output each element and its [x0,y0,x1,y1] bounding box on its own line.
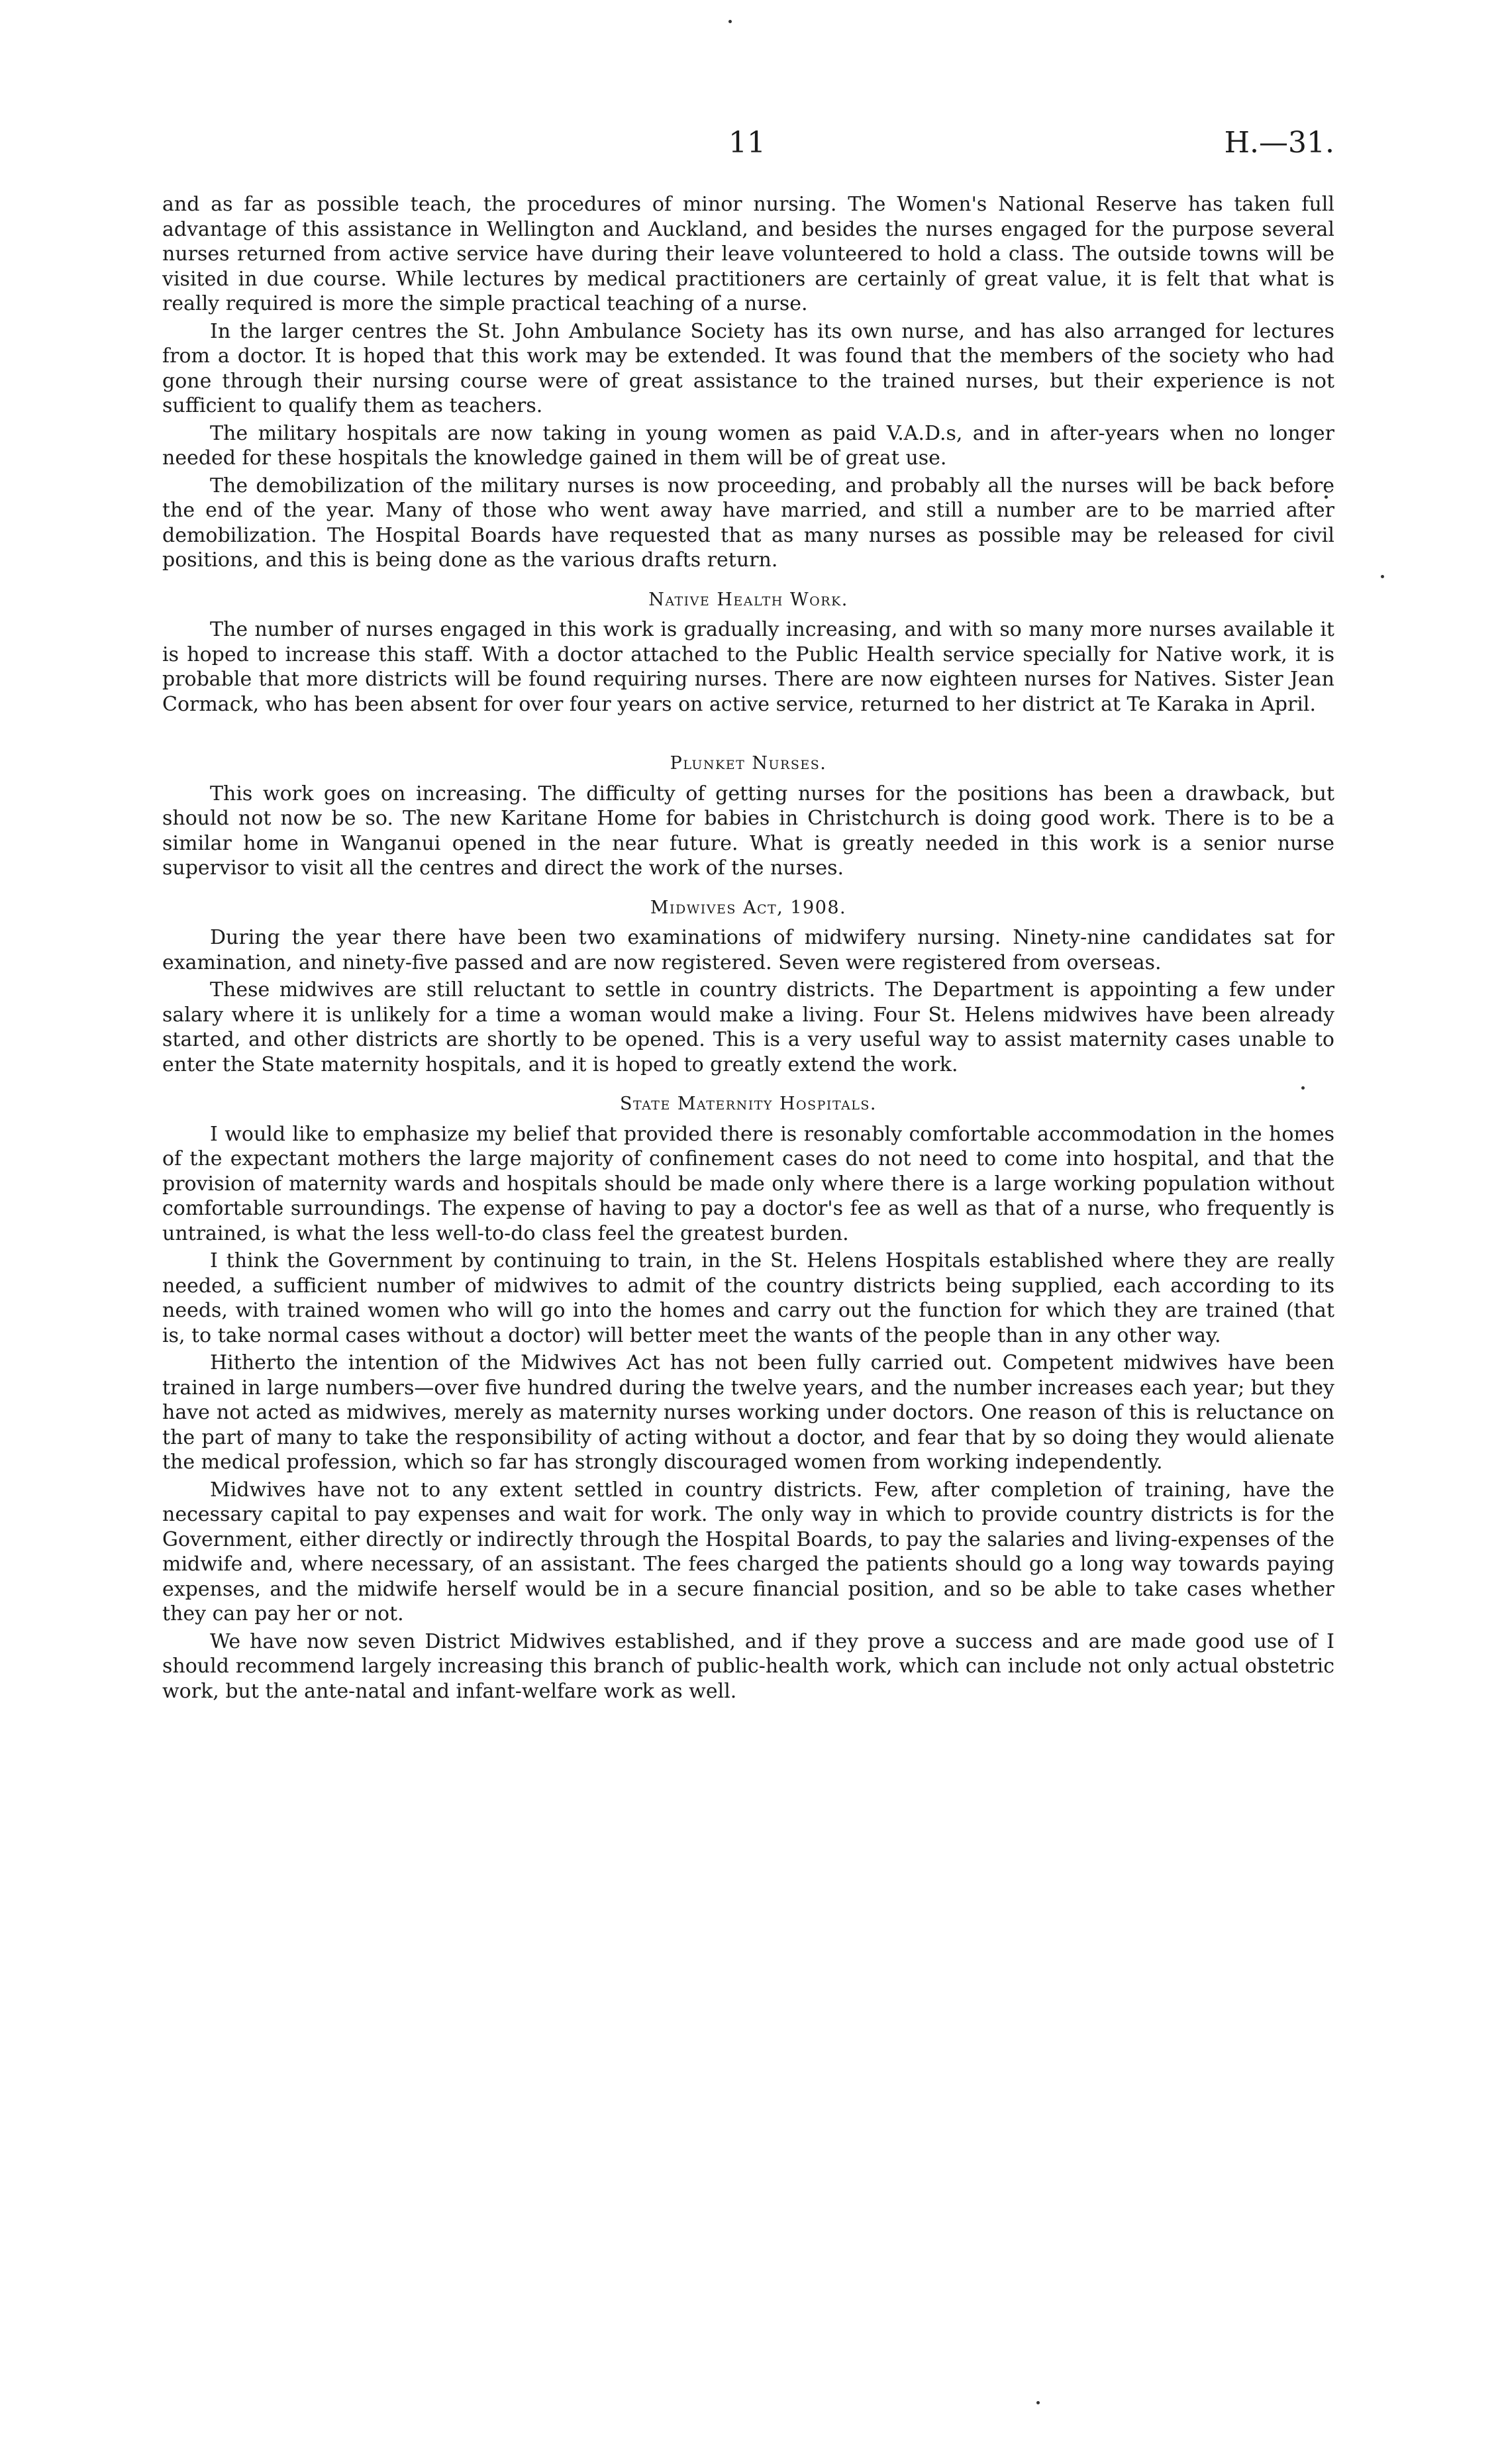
paragraph: This work goes on increasing. The difficulty of getting nurses for the positions has been a drawback, but should not now be so. The new Karitane Home for babies in Christchurch is doing good work. There is to be a similar home in Wanganui opened in the near future. What is greatly needed in this work is a senior nurse supervisor to visit all the centres and direct the work of the nurses. [162,782,1334,880]
page-header [162,126,1334,172]
paragraph: We have now seven District Midwives established, and if they prove a success and are made good use of I should recommend largely increasing this branch of public-health work, which can include not only actual obstetric work, but the ante-natal and infant-welfare work as well. [162,1629,1334,1703]
section-heading-native-health: Native Health Work. [648,589,848,610]
report-body [162,192,1334,1706]
paragraph: Midwives have not to any extent settled in country districts. Few, after completion of training, have the necessary capital to pay expenses and wait for work. The only way in which to provide country districts is for the Government, either directly or indirectly through the Hospital Boards, to pay the salaries and living-expenses of the midwife and, where necessary, of an assistant. The fees charged the patients should go a long way towards paying expenses, and the midwife herself would be in a secure financial position, and so be able to take cases whether they can pay her or not. [162,1478,1334,1625]
paragraph: The number of nurses engaged in this work is gradually increasing, and with so many more nurses available it is hoped to increase this staff. With a doctor attached to the Public Health service specially for Native work, it is probable that more districts will be found requiring nurses. There are now eighteen nurses for Natives. Sister Jean Cormack, who has been absent for over four years on active service, returned to her district at Te Karaka in April. [162,618,1334,716]
paragraph: During the year there have been two examinations of midwifery nursing. Ninety-nine candidates sat for examination, and ninety-five passed and are now registered. Seven were registered from overseas. [162,926,1334,974]
paragraph: and as far as possible teach, the procedures of minor nursing. The Women's National Reserve has taken full advantage of this assistance in Wellington and Auckland, and besides the nurses engaged for the purpose several nurses returned from active service have during their leave volunteered to hold a class. The outside towns will be visited in due course. While lectures by medical practitioners are certainly of great value, it is felt that what is really required is more the simple practical teaching of a nurse. [162,193,1334,315]
paragraph: I think the Government by continuing to train, in the St. Helens Hospitals established where they are really needed, a sufficient number of midwives to admit of the country districts being supplied, each according to its needs, with trained women who will go into the homes and carry out the function for which they are trained (that is, to take normal cases without a doctor) will better meet the wants of the people than in any other way. [162,1249,1334,1347]
paragraph: The demobilization of the military nurses is now proceeding, and probably all the nurses will be back before the end of the year. Many of those who went away have married, and still a number are to be married after demobilization. The Hospital Boards have requested that as many nurses as possible may be released for civil positions, and this is being done as the various drafts return. [162,474,1334,572]
paragraph: Hitherto the intention of the Midwives Act has not been fully carried out. Competent midwives have been trained in large numbers—over five hundred during the twelve years, and the number increases each year; but they have not acted as midwives, merely as maternity nurses working under doctors. One reason of this is reluctance on the part of many to take the responsibility of acting without a doctor, and fear that by so doing they would alienate the medical profession, which so far has strongly discouraged women from working independently. [162,1351,1334,1474]
paragraph: In the larger centres the St. John Ambulance Society has its own nurse, and has also arranged for lectures from a doctor. It is hoped that this work may be extended. It was found that the members of the society who had gone through their nursing course were of great assistance to the trained nurses, but their experience is not sufficient to qualify them as teachers. [162,319,1334,417]
paragraph: These midwives are still reluctant to settle in country districts. The Department is appointing a few under salary where it is unlikely for a time a woman would make a living. Four St. Helens midwives have been already started, and other districts are shortly to be opened. This is a very useful way to assist maternity cases unable to enter the State maternity hospitals, and it is hoped to greatly extend the work. [162,978,1334,1076]
paragraph: The military hospitals are now taking in young women as paid V.A.D.s, and in after-years when no longer needed for these hospitals the knowledge gained in them will be of great use. [162,421,1334,470]
page-number: 11 [728,126,766,160]
section-heading-state-maternity: State Maternity Hospitals. [619,1094,877,1114]
section-heading-midwives-act: Midwives Act, 1908. [650,897,847,918]
section-heading-plunket: Plunket Nurses. [670,753,827,774]
ink-speck [728,20,732,23]
document-reference: H.—31. [1224,126,1334,160]
ink-speck [1381,575,1384,578]
paragraph: I would like to emphasize my belief that provided there is resonably comfortable accommodation in the homes of the expectant mothers the large majority of confinement cases do not need to come into hospital, and that the provision of maternity wards and hospitals should be made only where there is a large working population without comfortable surroundings. The expense of having to pay a doctor's fee as well as that of a nurse, who frequently is untrained, is what the less well-to-do class feel the greatest burden. [162,1122,1334,1245]
ink-speck [1036,2401,1040,2404]
